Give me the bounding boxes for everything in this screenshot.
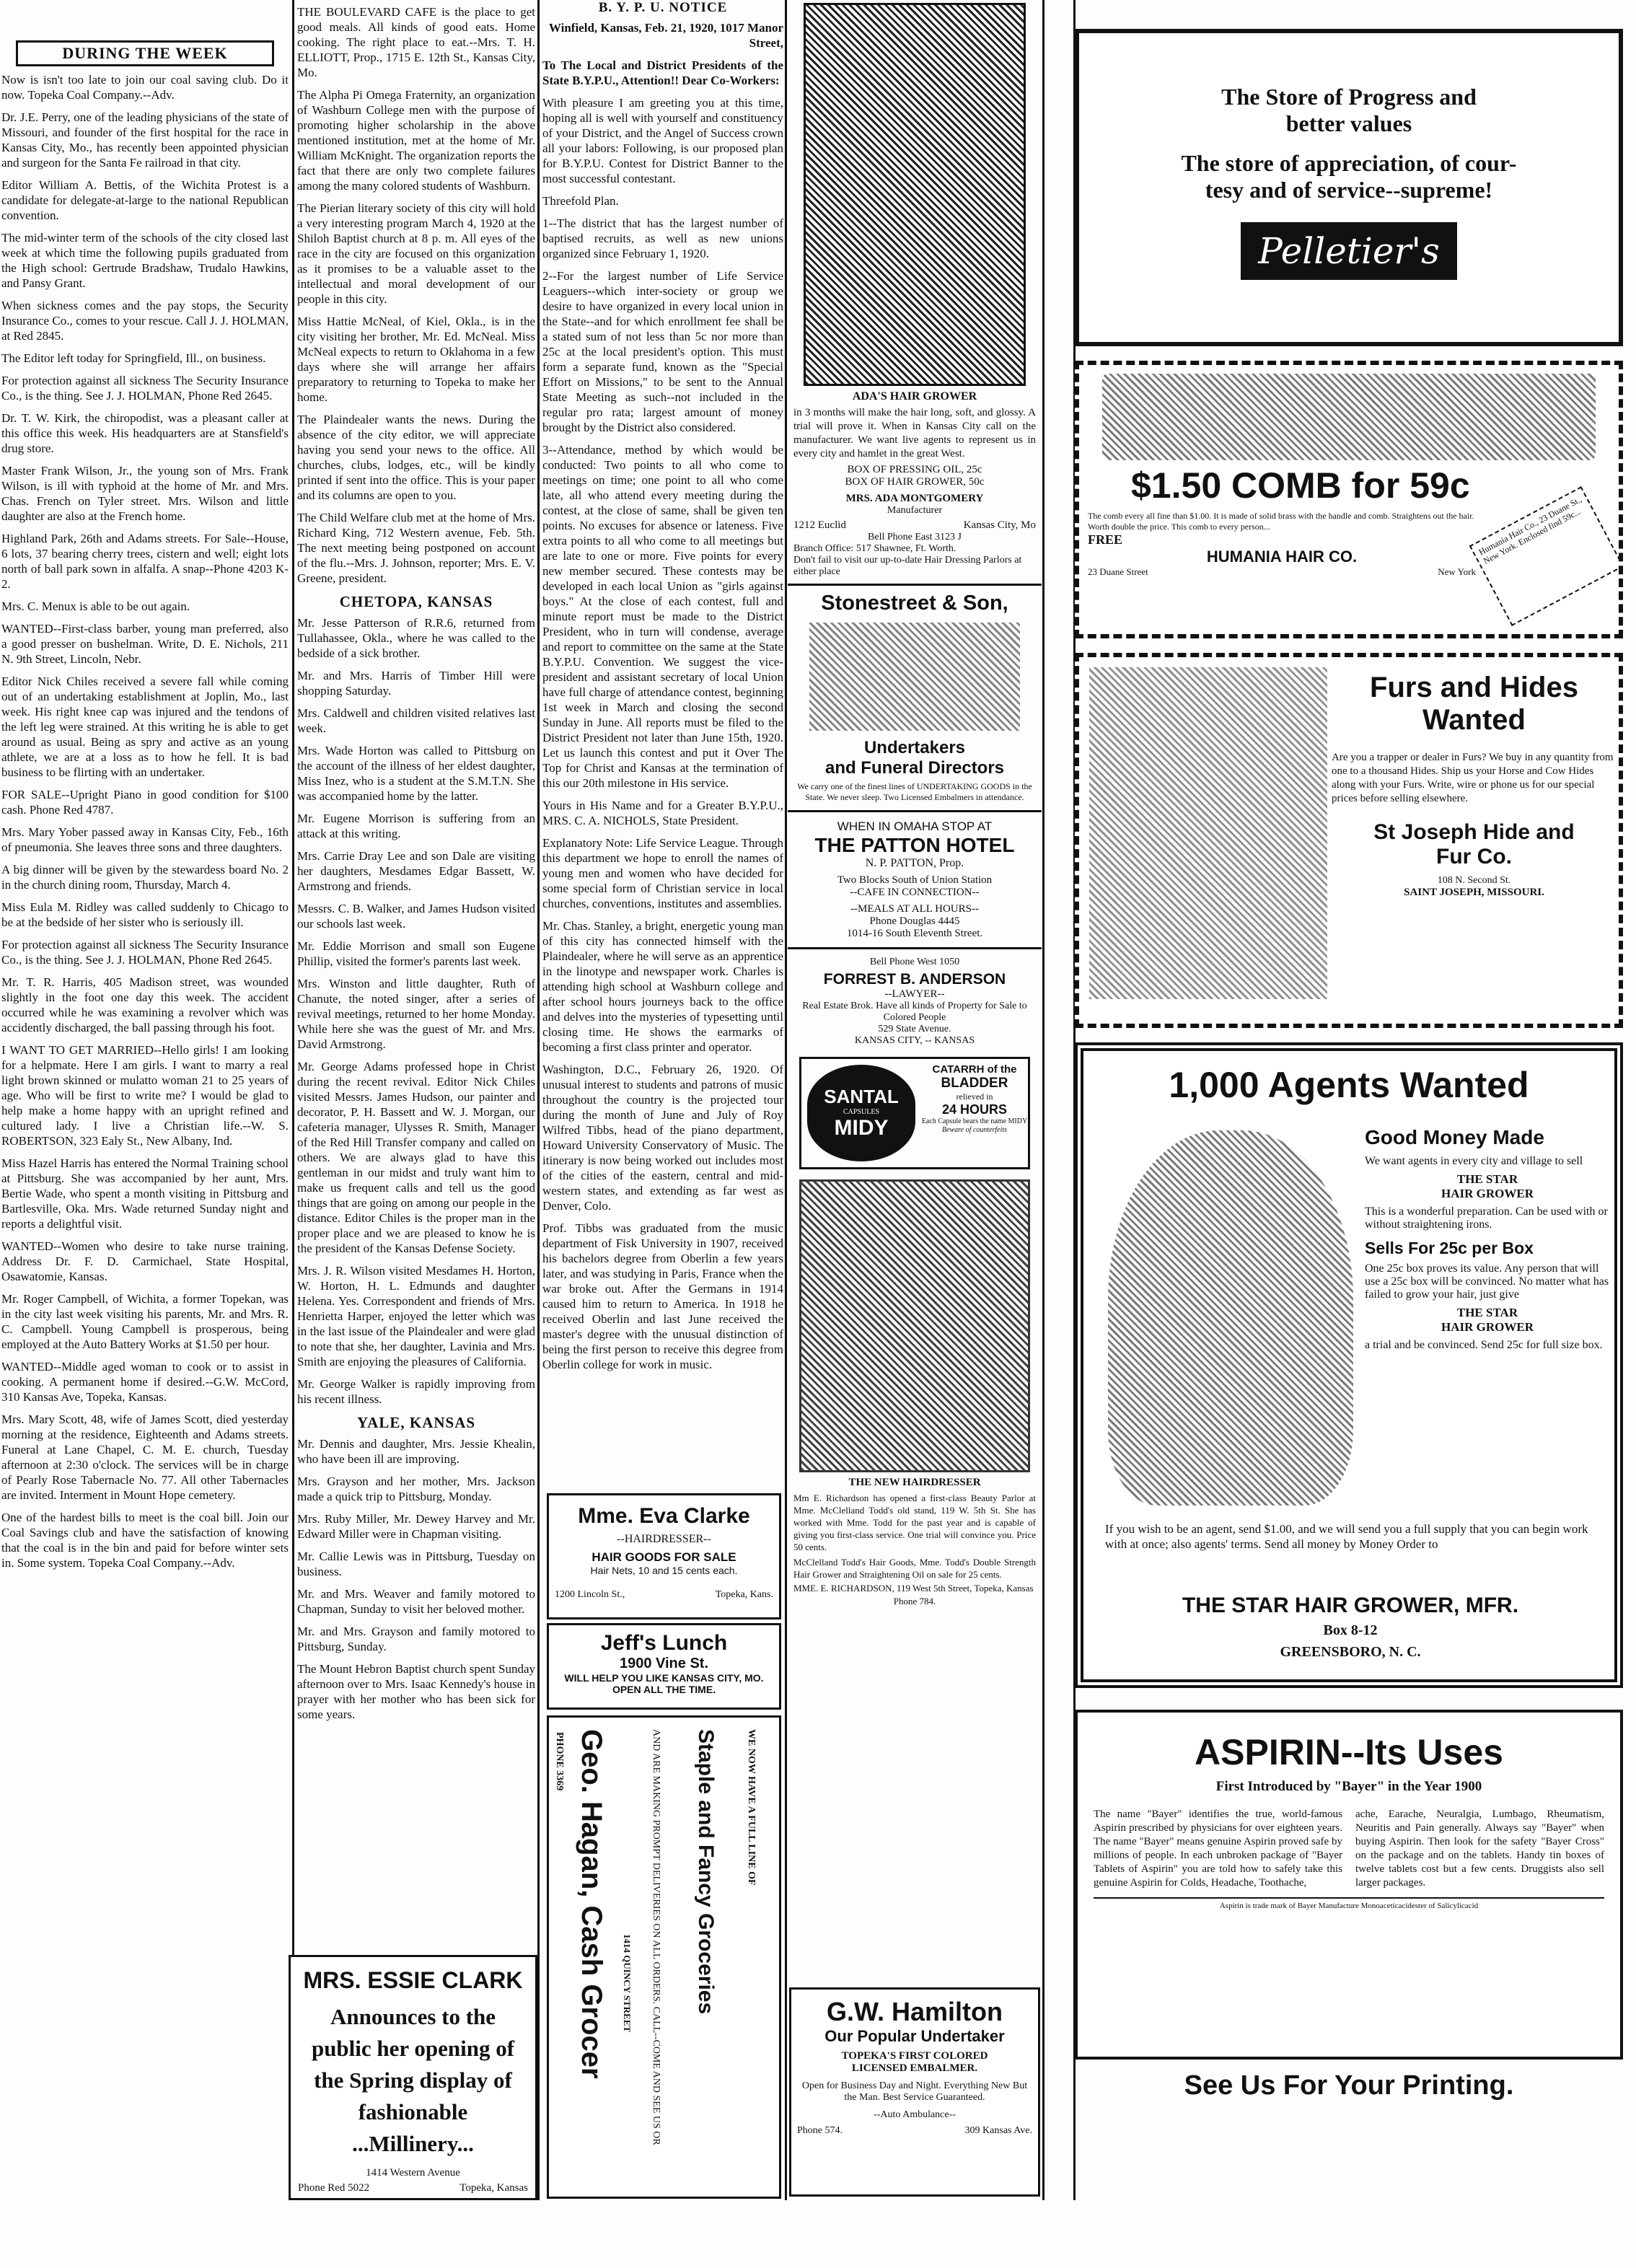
new-hairdresser-body: Mm E. Richardson has opened a first-class Beauty Parlor at Mme. McClelland Todd's old stand, 119 W. 5th St. She has worked with Mme. Todd for the past year and is capable of giving you first-class service. One trial will convince you. Price 50 cents.: [793, 1493, 1036, 1552]
new-hairdresser-phone: Phone 784.: [893, 1596, 936, 1606]
hagan-line: Staple and Fancy Groceries: [694, 1729, 718, 2015]
patton-hotel-ad: [788, 810, 1042, 940]
pelletiers-logo: Pelletier's: [1241, 222, 1457, 280]
news-item: One of the hardest bills to meet is the coal bill. Join our Coal Savings club and have the satisfaction of knowing that the coal is in the bin and paid for before winter sets in. Some system. Topeka Coal Company.--Adv.: [1, 1511, 289, 1570]
news-item: The Alpha Pi Omega Fraternity, an organization of Washburn College men with the purpose of promoting higher scholarship in the above mentioned institution, met at the home of Mr. William McKnight. The organization reports the fact that there are only two complete failures among the many colored students of Washburn.: [297, 88, 535, 193]
news-item: The Mount Hebron Baptist church spent Sunday afternoon over to Mrs. Isaac Kennedy's house in prayer with her mother who has been sick for some years.: [297, 1662, 535, 1721]
news-item: Mr. T. R. Harris, 405 Madison street, was wounded slightly in the foot one day this week. The accident occurred while he was examining a revolver which was accidently discharged, the ball passing through his foot.: [1, 975, 289, 1034]
news-item: Mr. George Adams professed hope in Christ during the recent revival. Editor Nick Chiles visited Messrs. James Hudson, our painter and decorator, P. H. Bassett and W. J. Morgan, our cafeteria manager, Ulysses R. Smith, Manager of the Red Hill Transfer company and called on others. We are always glad to have this gentleman in our midst and truly want him to make us frequent calls and tell us the good things that are going on among our people in the distance. Editor Chiles is the proper man in the proper place and we are pleased to know he is the president of the Kansas Defense Society.: [297, 1060, 535, 1255]
news-item: Mr. Dennis and daughter, Mrs. Jessie Khealin, who have been ill are improving.: [297, 1437, 535, 1466]
hagan-grocer-ad: [547, 1715, 781, 2199]
jeffs-name: Jeff's Lunch: [600, 1631, 728, 1655]
news-item: Yours in His Name and for a Greater B.Y.P.U., MRS. C. A. NICHOLS, State President.: [542, 799, 783, 827]
anderson-city: KANSAS CITY, -- KANSAS: [854, 1035, 975, 1046]
pelletiers-ad: [1075, 29, 1623, 346]
news-item: Mrs. Mary Yober passed away in Kansas City, Feb., 16th of pneumonia. She leaves three sons and three daughters.: [1, 825, 289, 854]
store-line-4: tesy and of service--supreme!: [1205, 177, 1493, 203]
patton-phone: Phone Douglas 4445: [869, 915, 960, 927]
news-item: Mrs. Carrie Dray Lee and son Dale are visiting her daughters, Mesdames Edgar Bassett, W. Armstrong and friends.: [297, 849, 535, 893]
hamilton-name: G.W. Hamilton: [826, 1997, 1003, 2026]
hagan-phone: PHONE 3369: [554, 1732, 565, 1791]
news-item: Washington, D.C., February 26, 1920. Of unusual interest to students and patrons of music throughout the country is the projected tour during the month of June and July of Roy Wilfred Tibbs, head of the piano department, Howard University Conservatory of Music. The itinerary is now being worked out includes most of the cities of the eastern, central and mid-western states, and extending as far west as Denver, Colo.: [542, 1063, 783, 1213]
patton-name: THE PATTON HOTEL: [814, 834, 1015, 856]
comb-headline: $1.50 COMB for 59c: [1131, 465, 1470, 506]
news-item: Mr. Eddie Morrison and small son Eugene Phillip, visited the former's parents last week.: [297, 939, 535, 968]
santal-r4: 24 HOURS: [941, 1102, 1008, 1117]
comb-small: The comb every all fine than $1.00. It is made of solid brass with the handle and comb. Straightens out the hair. Worth double the price. This comb to every person...: [1088, 511, 1474, 532]
furs-address-1: 108 N. Second St.: [1437, 875, 1511, 886]
news-item: Explanatory Note: Life Service League. Through this department we hope to enroll the names of young men and women who have decided for some special form of Christian service in local churches, conventions, institutes and assemblies.: [542, 836, 783, 910]
agents-p2: This is a wonderful preparation. Can be used with or without straightening irons.: [1365, 1205, 1608, 1231]
store-line-2: better values: [1285, 110, 1412, 136]
stonestreet-sub-1: Undertakers: [863, 738, 966, 757]
star-hair-grower-ad: [1075, 1042, 1623, 1688]
essie-clark-ad: [289, 1955, 537, 2200]
agents-sub: Good Money Made: [1365, 1126, 1544, 1148]
news-items: [297, 615, 535, 1407]
santal-caps: CAPSULES: [843, 1108, 879, 1116]
patton-loc: Two Blocks South of Union Station: [837, 874, 993, 886]
cafe-ad: THE BOULEVARD CAFE is the place to get good meals. All kinds of good eats. Home cooking. The right place to eat.--Mrs. T. H. ELLIOTT, Prop., 1715 E. 12th St., Kansas City, Mo.: [297, 5, 535, 79]
furs-body: Are you a trapper or dealer in Furs? We buy in any quantity from one to a thousand Hides. Ship us your Horse and Cow Hides along with your Furs. Write, wire or phone us for our special prices before selling elsewhere.: [1332, 752, 1614, 804]
news-item: Mr. Chas. Stanley, a bright, energetic young man of this city has connected himself with the Plaindealer, where he will serve as an apprentice in the linotype and newspaper work. Charles is attending high school at Washburn college and after school hours journeys back to the office and delves into the mysteries of typesetting until closing time. He shows the earmarks of becoming a first class printer and operator.: [542, 919, 783, 1054]
agents-star-2: HAIR GROWER: [1441, 1187, 1534, 1200]
anderson-address: 529 State Avenue.: [878, 1024, 951, 1034]
clarke-goods: HAIR GOODS FOR SALE: [591, 1550, 736, 1564]
comb-left: [1088, 511, 1476, 602]
news-item: With pleasure I am greeting you at this time, hoping all is well with yourself and constituency of your District, and the Angel of Success crown all your labors: Following, is our proposed plan for B.Y.P.U. Contest for District Banner to the most successful contestant.: [542, 96, 783, 185]
store-line-1: The Store of Progress and: [1221, 84, 1477, 110]
aspirin-col-1: The name "Bayer" identifies the true, world-famous Aspirin prescribed by physicians for over eighteen years. The name "Bayer" means genuine Aspirin proved safe by millions of people. In each unbroken package of "Bayer Tablets of Aspirin" you are told how to safely take this genuine Aspirin for Colds, Headache, Toothache,: [1094, 1808, 1342, 1889]
column-rule: [1042, 0, 1045, 2200]
hamilton-phone: Phone 574.: [797, 2125, 843, 2136]
news-item: Highland Park, 26th and Adams streets. For Sale--House, 6 lots, 37 bearing cherry trees, cistern and well; eight lots north of ball park sown in alfalfa. A snap--Phone 4203 K-2.: [1, 532, 289, 591]
clarke-nets: Hair Nets, 10 and 15 cents each.: [590, 1565, 738, 1576]
ada-city: Kansas City, Mo: [963, 519, 1036, 531]
news-item: Dr. J.E. Perry, one of the leading physicians of the state of Missouri, and founder of the first hospital for the race in Kansas City, Mo., has recently been appointed physician and surgeon for the Santa Fe railroad in that city.: [1, 110, 289, 170]
news-item: Mr. Roger Campbell, of Wichita, a former Topekan, was in the city last week visiting his parents, Mr. and Mrs. R. C. Campbell. Young Campbell is prosperous, being employed at the Auto Battery Works at $1.50 per hour.: [1, 1292, 289, 1351]
printing-ad: See Us For Your Printing.: [1184, 2070, 1514, 2101]
stonestreet-ad: [788, 584, 1042, 803]
jeffs-lunch-ad: [547, 1623, 781, 1710]
column-rule: [537, 0, 540, 2200]
clarke-contact: [555, 1589, 773, 1601]
news-item: Mrs. Grayson and her mother, Mrs. Jackson made a quick trip to Pittsburg, Monday.: [297, 1474, 535, 1503]
patton-prop: N. P. PATTON, Prop.: [865, 857, 964, 869]
fox-illustration: [1089, 667, 1327, 999]
news-item: Mr. and Mrs. Harris of Timber Hill were shopping Saturday.: [297, 669, 535, 698]
santal-r5: Each Capsule bears the name MIDY: [921, 1117, 1028, 1125]
news-item: Miss Hattie McNeal, of Kiel, Okla., is in the city visiting her brother, Mr. Ed. McNeal. Miss McNeal expects to return to Oklahoma in a few days where she will arrange her affairs preparatory to returning to Topeka to make her home.: [297, 315, 535, 404]
hamilton-undertaker-ad: [789, 1987, 1040, 2197]
patton-address: 1014-16 South Eleventh Street.: [846, 928, 983, 939]
stonestreet-name: Stonestreet & Son,: [821, 592, 1008, 615]
stonestreet-illustration: [809, 623, 1020, 731]
clarke-address: 1200 Lincoln St.,: [555, 1589, 625, 1600]
news-item: Prof. Tibbs was graduated from the music department of Fisk University in 1907, received his bachelors degree from Oberlin a few years later, and was studying in Paris, France when the war broke out. After the Germans in 1914 caused him to return to America. In 1918 he received Oberlin and last June received the master's degree with the unusual distinction of being the first person to receive this degree from Oberlin college for work in music.: [542, 1221, 783, 1371]
agents-city: GREENSBORO, N. C.: [1280, 1644, 1421, 1660]
news-item: Mrs. Wade Horton was called to Pittsburg on the account of the illness of her eldest daughter, Miss Inez, who is a student at the S.M.T.N. She was accompanied home by the latter.: [297, 744, 535, 803]
clarke-city: Topeka, Kans.: [715, 1589, 773, 1600]
news-item: The mid-winter term of the schools of the city closed last week at which time the following pupils graduated from the High school: Gertrude Bradshaw, Trudalo Hawkins, and Pansy Grant.: [1, 231, 289, 290]
jeffs-address: 1900 Vine St.: [619, 1656, 709, 1671]
bypu-notice-heading: B. Y. P. U. NOTICE: [598, 0, 728, 15]
news-item: Mrs. J. R. Wilson visited Mesdames H. Horton, W. Horton, H. L. Edmunds and daughter Helena. Yes. Correspondent and friends of Mrs. Henrietta Harper, enjoyed the letter which was in the last issue of the Plaindealer and were glad to note that she, her daughter, Lavinia and Mrs. Smith are enjoying the pleasures of California.: [297, 1264, 535, 1368]
ada-branch: Branch Office: 517 Shawnee, Ft. Worth.: [793, 543, 956, 554]
ada-role: Manufacturer: [887, 505, 943, 516]
news-item: Mr. George Walker is rapidly improving from his recent illness.: [297, 1377, 535, 1406]
news-item: Miss Hazel Harris has entered the Normal Training school at Pittsburg. She was accompanied by her aunt, Mrs. Bertie Wade, who spent a month visiting in Pittsburg and Bartlesville, Oka. Mrs. Wade returned Sunday night and reports a delightful visit.: [1, 1156, 289, 1231]
column-2: [297, 0, 535, 2193]
news-item: Now is isn't too late to join our coal saving club. Do it now. Topeka Coal Company.--Adv.: [1, 73, 289, 102]
news-item: Mrs. Winston and little daughter, Ruth of Chanute, the noted singer, after a series of revival meetings, returned to her home Monday. While here she was the guest of Mr. and Mrs. David Armstrong.: [297, 977, 535, 1051]
new-hairdresser-portrait-image: [799, 1179, 1030, 1472]
news-item: The Plaindealer wants the news. During the absence of the city editor, we will appreciate having you send your news to the office. All churches, clubs, lodges, etc., will be kindly printed if sent into the office. This is your paper and its columns are open to you.: [297, 413, 535, 502]
clarke-name: Mme. Eva Clarke: [578, 1504, 750, 1528]
column-rule: [292, 0, 294, 2200]
news-item: Mrs. C. Menux is able to be out again.: [1, 599, 190, 613]
new-hairdresser-goods: McClelland Todd's Hair Goods, Mme. Todd's Double Strength Hair Grower and Straightening Oil on sale for 25 cents.: [793, 1557, 1036, 1580]
bypu-salutation: To The Local and District Presidents of the State B.Y.P.U., Attention!! Dear Co-Workers:: [542, 58, 783, 87]
ada-caption: ADA'S HAIR GROWER: [852, 390, 977, 403]
anderson-role: --LAWYER--: [884, 988, 945, 1000]
agents-sells: Sells For 25c per Box: [1365, 1239, 1534, 1257]
santal-word: SANTAL: [824, 1086, 899, 1107]
news-item: Mr. and Mrs. Weaver and family motored to Chapman, Sunday to visit her beloved mother.: [297, 1587, 535, 1616]
comb-city: New York: [1438, 566, 1476, 577]
santal-r1: CATARRH of the: [932, 1063, 1017, 1076]
chetopa-heading: CHETOPA, KANSAS: [339, 593, 493, 610]
jeffs-body: WILL HELP YOU LIKE KANSAS CITY, MO. OPEN ALL THE TIME.: [564, 1672, 764, 1695]
aspirin-foot: Aspirin is trade mark of Bayer Manufacture Monoaceticacidester of Salicylicacid: [1094, 1897, 1604, 1910]
hagan-small1: AND ARE MAKING PROMPT DELIVERIES ON ALL ORDERS. CALL--COME AND SEE US OR: [651, 1729, 661, 2145]
yale-heading: YALE, KANSAS: [356, 1414, 476, 1431]
news-item: When sickness comes and the pay stops, the Security Insurance Co., comes to your rescue. Call J. J. HOLMAN, at Red 2845.: [1, 299, 289, 343]
news-item: Mr. and Mrs. Grayson and family motored to Pittsburg, Sunday.: [297, 1625, 535, 1653]
santal-right: [921, 1059, 1028, 1167]
column-4: [788, 0, 1042, 2200]
comb-illustration: [1102, 374, 1596, 460]
agents-box: Box 8-12: [1323, 1622, 1378, 1638]
hagan-small2: WE NOW HAVE A FULL LINE OF: [746, 1729, 757, 1886]
ada-address: 1212 Euclid: [793, 519, 846, 531]
news-item: WANTED--Women who desire to take nurse training. Address Dr. F. D. Carmichael, State Hospital, Osawatomie, Kansas.: [1, 1239, 289, 1283]
santal-r6: Beware of counterfeits: [941, 1126, 1008, 1134]
stonestreet-small: We carry one of the finest lines of UNDERTAKING GOODS in the State. We never sleep. Two Licensed Embalmers in attendance.: [797, 781, 1032, 802]
news-item: Messrs. C. B. Walker, and James Hudson visited our schools last week.: [297, 902, 535, 931]
anderson-body: Real Estate Brok. Have all kinds of Property for Sale to Colored People: [802, 1001, 1027, 1023]
news-item: Master Frank Wilson, Jr., the young son of Mrs. Frank Wilson, is ill with typhoid at the home of Mr. and Mrs. Chas. French on Tyler street. Mrs. Wilson and little daughter are also at the French home.: [1, 464, 289, 523]
santal-midy-ad: [799, 1057, 1030, 1169]
store-line-3: The store of appreciation, of cour-: [1181, 150, 1517, 176]
news-item: The Editor left today for Springfield, Ill., on business.: [1, 351, 266, 365]
furs-title-2: Wanted: [1422, 704, 1526, 736]
hamilton-sub: Our Popular Undertaker: [824, 2027, 1005, 2045]
news-item: Threefold Plan.: [542, 194, 619, 208]
ada-price-2: BOX OF HAIR GROWER, 50c: [845, 476, 985, 488]
news-item: 2--For the largest number of Life Service Leaguers--which inter-society or group we desire to have organized in every local union in the State--and for which enrollment fee shall be a stated sum of not less than 5c nor more than 25c at the local president's option. This must form a separate fund, known as the "Special Effort on Missions," to be sent to the Annual State Meeting as such--not included in the regular pro rata; largest amount of money brought by the District also considered.: [542, 269, 783, 434]
comb-company: HUMANIA HAIR CO.: [1206, 548, 1358, 566]
news-item: For protection against all sickness The Security Insurance Co., is the thing. See J. J. HOLMAN, Phone Red 2645.: [1, 938, 289, 967]
agents-p4: a trial and be convinced. Send 25c for full size box.: [1365, 1339, 1603, 1351]
agents-star-1: THE STAR: [1456, 1172, 1518, 1186]
news-items: [542, 95, 783, 1372]
comb-body-row: [1088, 494, 1610, 602]
furs-company-2: Fur Co.: [1436, 845, 1512, 869]
news-items: [1, 72, 289, 1570]
aspirin-body: [1094, 1808, 1604, 1890]
anderson-ad: [788, 947, 1042, 1047]
hagan-name: Geo. Hagan, Cash Grocer: [576, 1729, 607, 2079]
ada-note: Don't fail to visit our up-to-date Hair Dressing Parlors at either place: [793, 555, 1022, 577]
hamilton-line-1: TOPEKA'S FIRST COLORED: [841, 2050, 988, 2062]
news-item: Editor William A. Bettis, of the Wichita Protest is a candidate for delegate-at-large to the national Republican convention.: [1, 178, 289, 222]
news-items: [297, 87, 535, 586]
aspirin-sub: First Introduced by "Bayer" in the Year 1900: [1215, 1779, 1482, 1794]
agents-star-4: HAIR GROWER: [1441, 1320, 1534, 1334]
news-item: WANTED--First-class barber, young man preferred, also a good presser on bushelman. Write, D. E. Nichols, 211 N. 9th Street, Lincoln, Nebr.: [1, 622, 289, 666]
anderson-name: FORREST B. ANDERSON: [823, 971, 1006, 988]
news-item: FOR SALE--Upright Piano in good condition for $100 cash. Phone Red 4787.: [1, 788, 289, 817]
news-item: WANTED--Middle aged woman to cook or to assist in cooking. A permanent home if desired.--G.W. McCord, 310 Kansas Ave, Topeka, Kansas.: [1, 1360, 289, 1404]
news-item: For protection against all sickness The Security Insurance Co., is the thing. See J. J. HOLMAN, Phone Red 2645.: [1, 374, 289, 403]
news-item: Dr. T. W. Kirk, the chiropodist, was a pleasant caller at this office this week. His headquarters are at Stansfield's drug store.: [1, 411, 289, 455]
news-item: Editor Nick Chiles received a severe fall while coming out of an undertaking establishment at Joplin, Mo., last week. His right knee cap was injured and the tendons of the left leg were strained. At this writing he is able to get around as usual. Being as spry and active as an young athlete, we are at a loss as to how he fell. It is bad business to be flirting with an undertaker.: [1, 674, 289, 779]
clarke-sub: --HAIRDRESSER--: [617, 1533, 711, 1545]
news-item: The Pierian literary society of this city will hold a very interesting program March 4, 1920 at the Shiloh Baptist church at 8 p. m. All eyes of the race in the city are focused on this organization as it promises to be a valuable asset to the intellectual and moral development of our people in this city.: [297, 201, 535, 306]
clark-name: MRS. ESSIE CLARK: [303, 1967, 523, 1993]
anderson-phone: Bell Phone West 1050: [869, 957, 960, 967]
aspirin-ad: [1075, 1710, 1623, 2060]
santal-r2: BLADDER: [941, 1076, 1008, 1091]
furs-right: [1332, 672, 1617, 899]
furs-title-1: Furs and Hides: [1370, 672, 1578, 703]
column-3: [542, 0, 783, 1479]
comb-free: FREE: [1088, 532, 1123, 547]
aspirin-col-2: ache, Earache, Neuralgia, Lumbago, Rheumatism, Neuritis and Pain generally. Always say "Bayer" when buying Aspirin. Then look for the safety "Bayer Cross" on the package and on the tablets. Handy tin boxes of twelve tablets cost but a few cents. Druggists also sell larger packages.: [1355, 1808, 1604, 1889]
santal-capsule: [807, 1065, 915, 1161]
eva-clarke-ad: [547, 1493, 781, 1619]
section-heading: [16, 40, 274, 66]
comb-address: 23 Duane Street: [1088, 566, 1148, 577]
bypu-dateline: Winfield, Kansas, Feb. 21, 1920, 1017 Manor Street,: [548, 21, 783, 50]
column-rule: [785, 0, 787, 2200]
hamilton-body: Open for Business Day and Night. Everything New But the Man. Best Service Guaranteed.: [801, 2080, 1028, 2103]
clark-phone: Phone Red 5022: [298, 2182, 370, 2194]
news-item: A big dinner will be given by the stewardess board No. 2 in the church dining room, Thursday, March 4.: [1, 863, 289, 892]
ada-name: MRS. ADA MONTGOMERY: [845, 493, 984, 504]
hamilton-ambulance: --Auto Ambulance--: [874, 2109, 956, 2120]
patton-head: WHEN IN OMAHA STOP AT: [837, 819, 993, 833]
agents-title: 1,000 Agents Wanted: [1169, 1065, 1529, 1105]
hamilton-line-2: LICENSED EMBALMER.: [851, 2062, 978, 2074]
hamilton-contact: [797, 2125, 1032, 2137]
comb-addr-row: [1088, 566, 1476, 578]
new-hairdresser-caption: THE NEW HAIRDRESSER: [848, 1477, 981, 1488]
midy-word: MIDY: [834, 1116, 889, 1140]
clark-contact: [298, 2182, 528, 2194]
woman-portrait-image: [1108, 1130, 1353, 1506]
news-item: The Child Welfare club met at the home of Mrs. Richard King, 712 Western avenue, Feb. 5th. The next meeting being postponed on account of the flu.--Mrs. J. Johnson, reporter; Mrs. E. V. Greene, president.: [297, 511, 535, 585]
patton-cafe: --CAFE IN CONNECTION--: [850, 887, 980, 898]
news-item: 3--Attendance, method by which would be conducted: Two points to all who come to meetings on time; one point to all who come late, all who attend every meeting during the contest, at the close of same, shall be given ten points. No excuses for absence or lateness. Five extra points to all who come to all meetings but are late to one or more. Five points for every new member secured. These contests may be developed in each local Union as "girls against boys." At the close of each contest, full and minute report must be made to the District President, who in turn will condense, average and report to committee on the same at the State B.Y.P.U. Convention. We suggest the vice-president and assistant secretary of local Union have full charge of attendance contest, beginning 1st week in March and closing the second Sunday in June. All reports must be filed to the District President not later than June 15th, 1920. Let us launch this contest and put it Over The Top for Christ and Kansas at the termination of this our 20th milestone in His service.: [542, 443, 783, 790]
news-item: 1--The district that has the largest number of baptised recruits, as well as new unions organized since February 1, 1920.: [542, 216, 783, 260]
new-hairdresser-name: MME. E. RICHARDSON, 119 West 5th Street, Topeka, Kansas: [793, 1583, 1034, 1594]
furs-hides-ad: [1075, 653, 1623, 1028]
news-item: Mrs. Mary Scott, 48, wife of James Scott, died yesterday morning at the residence, Eighteenth and Adams streets. Funeral at Lane Chapel, C. M. E. church, Tuesday afternoon at 2:30 o'clock. The services will be in charge of Pearly Rose Tabernacle No. 77. All other Tabernacles are invited. Interment in Mount Hope cemetery.: [1, 1412, 289, 1502]
column-1: [1, 0, 289, 2193]
clark-address: 1414 Western Avenue: [366, 2167, 460, 2179]
stonestreet-sub-2: and Funeral Directors: [824, 758, 1005, 778]
ada-body: in 3 months will make the hair long, soft, and glossy. A trial will prove it. When in Kansas City call on the manufacturer. We want live agents to represent us in every city and hamlet in the great West.: [793, 407, 1036, 460]
furs-company-1: St Joseph Hide and: [1373, 820, 1575, 844]
agents-company: THE STAR HAIR GROWER, MFR.: [1182, 1594, 1519, 1617]
ada-price-1: BOX OF PRESSING OIL, 25c: [847, 464, 982, 475]
news-item: Mr. Callie Lewis was in Pittsburg, Tuesday on business.: [297, 1550, 535, 1578]
patton-meals: --MEALS AT ALL HOURS--: [850, 903, 979, 915]
aspirin-title: ASPIRIN--Its Uses: [1195, 1732, 1503, 1772]
agents-star-3: THE STAR: [1456, 1306, 1518, 1319]
hamilton-address: 309 Kansas Ave.: [964, 2125, 1032, 2136]
clark-body: Announces to the public her opening of the Spring display of fashionable ...Millinery...: [311, 2004, 515, 2156]
news-item: Mr. Eugene Morrison is suffering from an attack at this writing.: [297, 812, 535, 840]
agents-right: [1365, 1126, 1610, 1352]
agents-p5: If you wish to be an agent, send $1.00, and we will send you a full supply that you can begin work with at once; also agents' terms. Send all money by Money Order to: [1105, 1522, 1588, 1551]
santal-r3: relieved in: [956, 1091, 993, 1102]
news-item: Mr. Jesse Patterson of R.R.6, returned from Tullahassee, Okla., where he was called to the bedside of a sick brother.: [297, 616, 535, 660]
news-item: Mrs. Ruby Miller, Mr. Dewey Harvey and Mr. Edward Miller were in Chapman visiting.: [297, 1512, 535, 1541]
comb-coupon[interactable]: Humania Hair Co., 23 Duane St., New York. Enclosed find 59c...: [1469, 486, 1623, 626]
furs-address-2: SAINT JOSEPH, MISSOURI.: [1404, 887, 1544, 898]
hagan-address: 1414 QUINCY STREET: [622, 1934, 633, 2033]
agents-p3: One 25c box proves its value. Any person that will use a 25c box will be convinced. No matter what has failed to grow your hair, just give: [1365, 1262, 1609, 1301]
ada-address-row: [793, 519, 1036, 532]
clark-city: Topeka, Kansas: [459, 2182, 528, 2194]
ada-portrait-image: [804, 3, 1026, 386]
humania-comb-ad: [1075, 361, 1623, 638]
news-item: Miss Eula M. Ridley was called suddenly to Chicago to be at the bedside of her sister who is seriously ill.: [1, 900, 289, 929]
news-item: Mrs. Caldwell and children visited relatives last week.: [297, 706, 535, 735]
ada-phone: Bell Phone East 3123 J: [868, 532, 962, 542]
during-the-week-heading: DURING THE WEEK: [62, 44, 228, 62]
news-item: I WANT TO GET MARRIED--Hello girls! I am looking for a helpmate. Here I am girls. I want to marry a real light brown skinned or mulatto woman 21 to 25 years of age. Who will be first to write me? I would be glad to help make a home happy with an upright refined and cultured lady. I live a Christian life.--W. S. ROBERTSON, 323 Ealy St., New Albany, Ind.: [1, 1043, 289, 1148]
agents-p1: We want agents in every city and village to sell: [1365, 1155, 1583, 1167]
news-items: [297, 1436, 535, 1722]
